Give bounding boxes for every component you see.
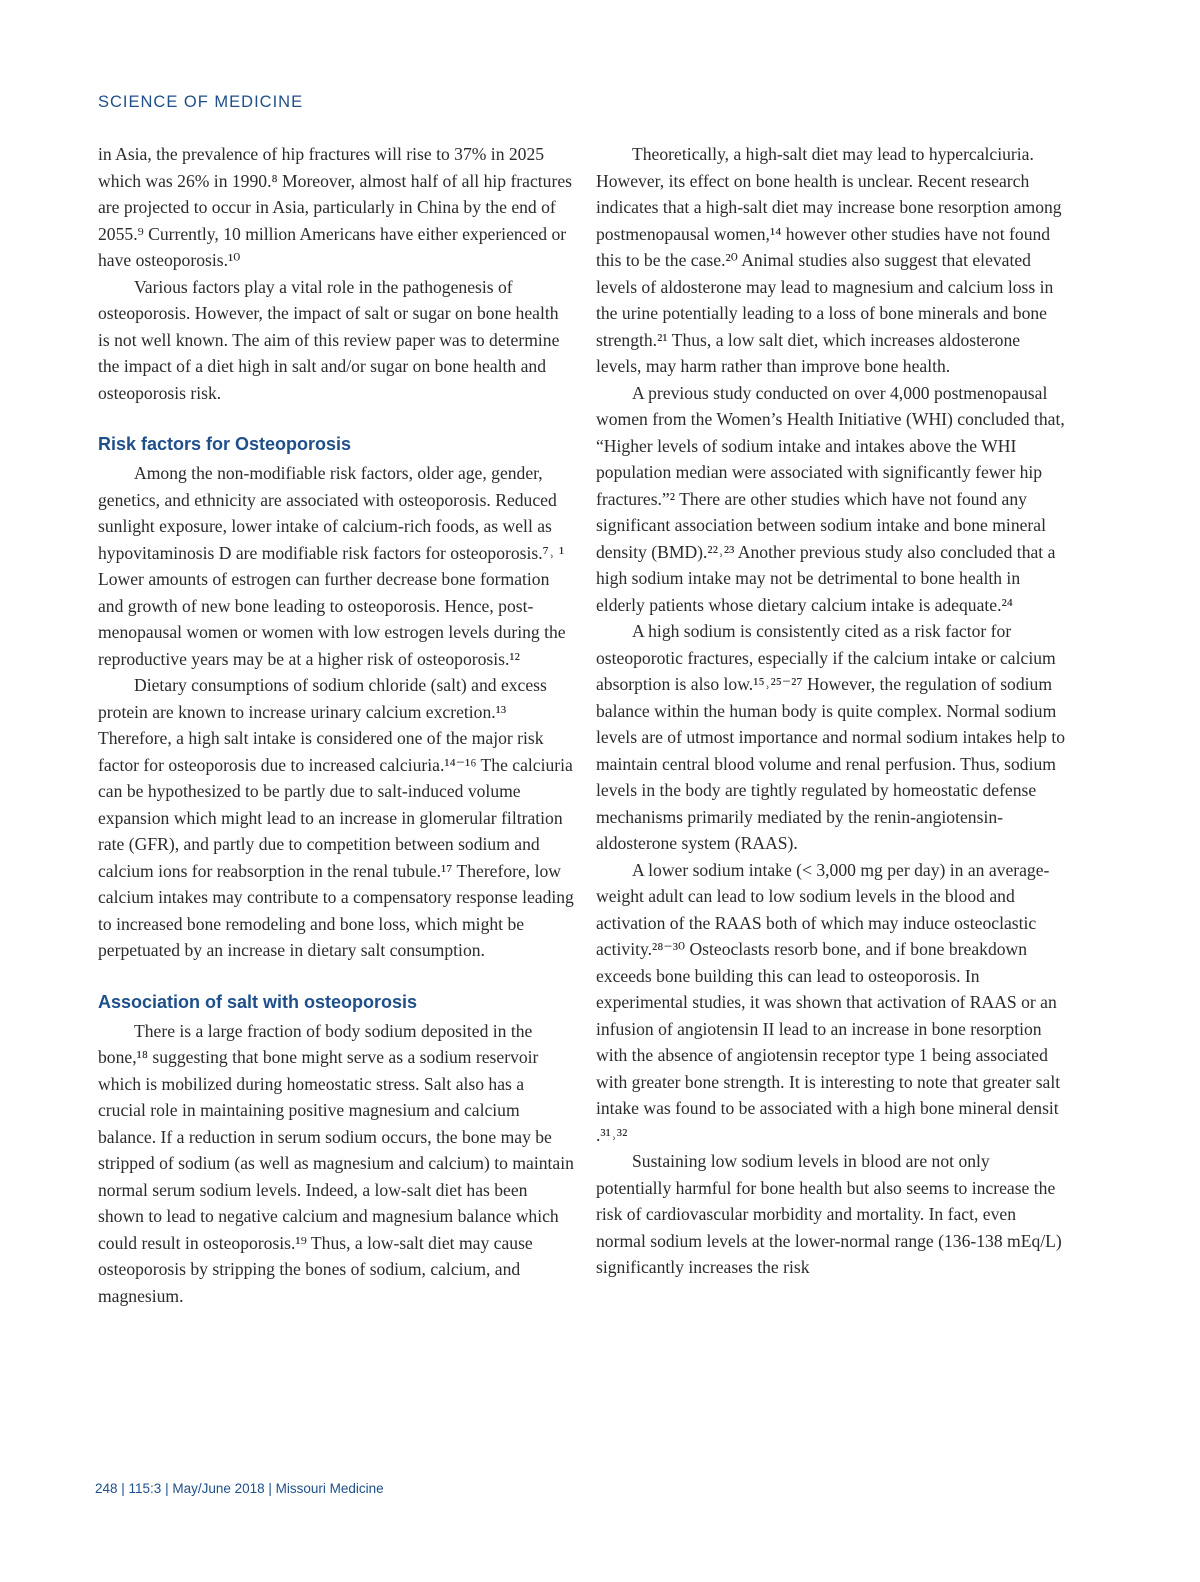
paragraph: A previous study conducted on over 4,000 postmenopausal women from the Women’s Health Initiative (WHI) concluded that, “Higher levels of sodium intake and intakes above the WHI population median were associated with significantly fewer hip fractures.”² There are other studies which have not found any significant association between sodium intake and bone mineral density (BMD).²²˒²³ Another previous study also concluded that a high sodium intake may not be detrimental to bone health in elderly patients whose dietary calcium intake is adequate.²⁴ <box>596 382 1065 615</box>
page-footer: 248 | 115:3 | May/June 2018 | Missouri Medicine <box>95 1481 384 1496</box>
paragraph: A lower sodium intake (< 3,000 mg per day) in an average-weight adult can lead to low sodium levels in the blood and activation of the RAAS both of which may induce osteoclastic activity.²⁸⁻³⁰ Osteoclasts resorb bone, and if bone breakdown exceeds bone building this can lead to osteoporosis. In experimental studies, it was shown that activation of RAAS or an infusion of angiotensin II lead to an increase in bone resorption with the absence of angiotensin receptor type 1 being associated with greater bone strength. It is interesting to note that greater salt intake was found to be associated with a high bone mineral densit .³¹˒³² <box>596 859 1061 1145</box>
heading-risk-factors: Risk factors for Osteoporosis <box>98 434 352 454</box>
section-label: SCIENCE OF MEDICINE <box>98 93 304 111</box>
paragraph: Among the non-modifiable risk factors, older age, gender, genetics, and ethnicity are associated with osteoporosis. Reduced sunlight exposure, lower intake of calcium-rich foods, as well as hypovitaminosis D are modifiable risk factors for osteoporosis.⁷˒ ¹ Lower amounts of estrogen can further decrease bone formation and growth of new bone leading to osteoporosis. Hence, post-menopausal women or women with low estrogen levels during the reproductive years may be at a higher risk of osteoporosis.¹² <box>98 463 566 669</box>
paragraph: Theoretically, a high-salt diet may lead to hypercalciuria. However, its effect on bone health is unclear. Recent research indicates that a high-salt diet may increase bone resorption among postmenopausal women,¹⁴ however other studies have not found this to be the case.²⁰ Animal studies also suggest that elevated levels of aldosterone may lead to magnesium and calcium loss in the urine potentially leading to a loss of bone minerals and bone strength.²¹ Thus, a low salt diet, which increases aldosterone levels, may harm rather than improve bone health. <box>596 144 1062 376</box>
right-column <box>596 141 1068 1281</box>
paragraph: in Asia, the prevalence of hip fractures will rise to 37% in 2025 which was 26% in 1990.⁸ Moreover, almost half of all hip fractures are projected to occur in Asia, particularly in China by the end of 2055.⁹ Currently, 10 million Americans have either experienced or have osteoporosis.¹⁰ <box>98 144 572 270</box>
paragraph: There is a large fraction of body sodium deposited in the bone,¹⁸ suggesting that bone might serve as a sodium reservoir which is mobilized during homeostatic stress. Salt also has a crucial role in maintaining positive magnesium and calcium balance. If a reduction in serum sodium occurs, the bone may be stripped of sodium (as well as magnesium and calcium) to maintain normal serum sodium levels. Indeed, a low-salt diet has been shown to lead to negative calcium and magnesium balance which could result in osteoporosis.¹⁹ Thus, a low-salt diet may cause osteoporosis by stripping the bones of sodium, calcium, and magnesium. <box>98 1020 574 1306</box>
paragraph: Dietary consumptions of sodium chloride (salt) and excess protein are known to increase urinary calcium excretion.¹³ Therefore, a high salt intake is considered one of the major risk factor for osteoporosis due to increased calciuria.¹⁴⁻¹⁶ The calciuria can be hypothesized to be partly due to salt-induced volume expansion which might lead to an increase in glomerular filtration rate (GFR), and partly due to competition between sodium and calcium ions for reabsorption in the renal tubule.¹⁷ Therefore, low calcium intakes may contribute to a compensatory response leading to increased bone remodeling and bone loss, which might be perpetuated by an increase in dietary salt consumption. <box>98 675 574 960</box>
heading-association-salt: Association of salt with osteoporosis <box>98 991 418 1012</box>
paragraph: Sustaining low sodium levels in blood are not only potentially harmful for bone health but also seems to increase the risk of cardiovascular morbidity and mortality. In fact, even normal sodium levels at the lower-normal range (136-138 mEq/L) significantly increases the risk <box>596 1151 1062 1277</box>
paragraph: Various factors play a vital role in the pathogenesis of osteoporosis. However, the impact of salt or sugar on bone health is not well known. The aim of this review paper was to determine the impact of a diet high in salt and/or sugar on bone health and osteoporosis risk. <box>98 276 560 403</box>
paragraph: A high sodium is consistently cited as a risk factor for osteoporotic fractures, especially if the calcium intake or calcium absorption is also low.¹⁵˒²⁵⁻²⁷ However, the regulation of sodium balance within the human body is quite complex. Normal sodium levels are of utmost importance and normal sodium intakes help to maintain central blood volume and renal perfusion. Thus, sodium levels in the body are tightly regulated by homeostatic defense mechanisms primarily mediated by the renin-angiotensin-aldosterone system (RAAS). <box>596 621 1066 853</box>
left-column <box>98 141 574 1309</box>
